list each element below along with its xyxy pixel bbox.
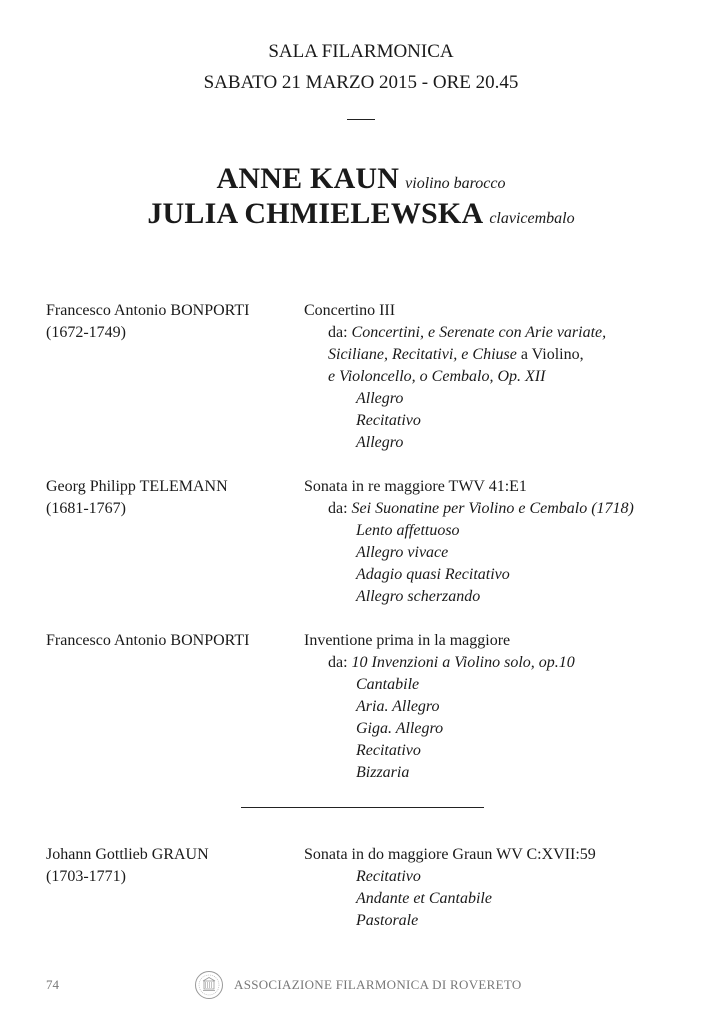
movement: Giga. Allegro <box>356 720 444 737</box>
composer-name: Johann Gottlieb GRAUN <box>46 846 209 863</box>
work-title: Inventione prima in la maggiore <box>304 632 511 649</box>
performer <box>0 197 722 231</box>
movement: Allegro scherzando <box>356 588 481 605</box>
movement: Recitativo <box>356 868 421 885</box>
movement: Recitativo <box>356 742 421 759</box>
venue-title: SALA FILARMONICA <box>268 41 454 62</box>
composer <box>46 476 228 520</box>
movement: Cantabile <box>356 676 420 693</box>
work-title: Concertino III <box>304 302 396 319</box>
source-title: Siciliane, Recitativi, e Chiuse <box>328 346 517 363</box>
intermission-divider <box>241 807 484 808</box>
work-source <box>304 498 634 520</box>
performer-instrument: violino barocco <box>405 175 506 192</box>
work-title: Sonata in re maggiore TWV 41:E1 <box>304 478 527 495</box>
composer <box>46 300 249 344</box>
movement: Aria. Allegro <box>356 698 440 715</box>
work-source-continued <box>304 344 606 366</box>
work-source <box>304 652 575 674</box>
page-number: 74 <box>46 977 59 992</box>
source-title: Concertini, e Serenate con Arie variate, <box>351 324 607 341</box>
source-prefix: da: <box>328 324 352 341</box>
movement: Allegro <box>356 434 404 451</box>
source-title: Sei Suonatine per Violino e Cembalo (1718) <box>351 500 634 517</box>
movement: Pastorale <box>356 912 419 929</box>
work-source-continued: e Violoncello, o Cembalo, Op. XII <box>328 368 546 385</box>
movement: Allegro vivace <box>356 544 449 561</box>
concert-date: SABATO 21 MARZO 2015 - ORE 20.45 <box>203 72 519 93</box>
composer-name: Georg Philipp TELEMANN <box>46 478 228 495</box>
composer-dates: (1703-1771) <box>46 868 126 885</box>
source-title: 10 Invenzioni a Violino solo, op.10 <box>351 654 575 671</box>
work-source <box>304 322 606 344</box>
header-divider <box>347 119 375 120</box>
movement: Andante et Cantabile <box>356 890 492 907</box>
performer <box>0 162 722 196</box>
organization-name: ASSOCIAZIONE FILARMONICA DI ROVERETO <box>234 977 522 992</box>
work <box>304 476 634 608</box>
source-prefix: da: <box>328 654 352 671</box>
composer-name: Francesco Antonio BONPORTI <box>46 302 250 319</box>
performer-name: JULIA CHMIELEWSKA <box>147 197 484 230</box>
work <box>304 844 596 932</box>
work <box>304 630 575 784</box>
performer-instrument: clavicembalo <box>489 210 575 227</box>
performer-name: ANNE KAUN <box>216 162 400 195</box>
movement: Bizzaria <box>356 764 410 781</box>
movement: Lento affettuoso <box>356 522 460 539</box>
movement: Adagio quasi Recitativo <box>356 566 510 583</box>
work-title: Sonata in do maggiore Graun WV C:XVII:59 <box>304 846 596 863</box>
composer <box>46 630 249 652</box>
movement: Recitativo <box>356 412 421 429</box>
seal-logo-icon <box>194 970 224 1000</box>
composer-dates: (1672-1749) <box>46 324 126 341</box>
work <box>304 300 606 454</box>
movement: Allegro <box>356 390 404 407</box>
composer <box>46 844 209 888</box>
composer-name: Francesco Antonio BONPORTI <box>46 632 250 649</box>
composer-dates: (1681-1767) <box>46 500 126 517</box>
source-prefix: da: <box>328 500 352 517</box>
source-text: a Violino, <box>516 346 584 363</box>
